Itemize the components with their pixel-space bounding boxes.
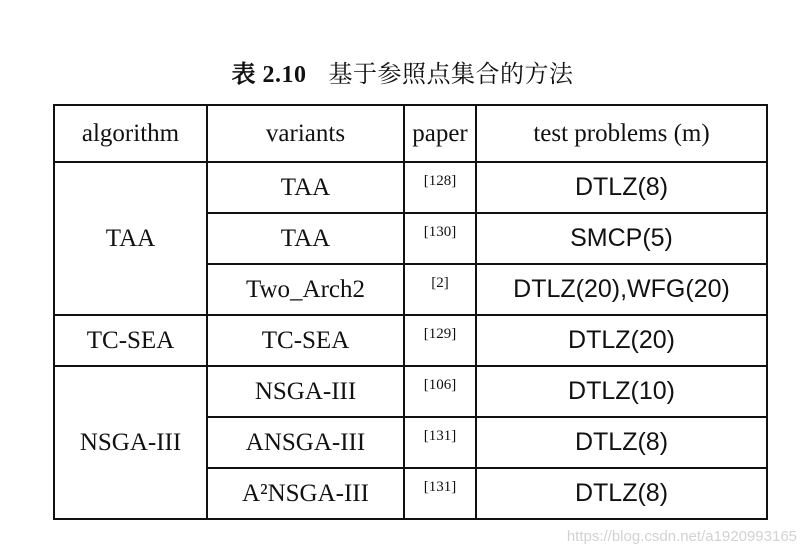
table-label: 表 2.10 — [231, 62, 307, 88]
header-test-problems: test problems (m) — [476, 105, 767, 162]
paper-cell — [404, 417, 476, 468]
table-row — [54, 162, 767, 213]
test-problems-cell: DTLZ(20) — [476, 315, 767, 366]
paper-cell — [404, 213, 476, 264]
paper-reference: [2] — [431, 274, 449, 291]
table-title: 基于参照点集合的方法 — [328, 62, 574, 88]
algorithm-cell-nsga: NSGA-III — [54, 366, 207, 519]
paper-reference: [130] — [423, 223, 457, 240]
variant-cell: TC-SEA — [207, 315, 404, 366]
variant-cell: A²NSGA-III — [207, 468, 404, 519]
paper-cell — [404, 468, 476, 519]
test-problems-cell: DTLZ(8) — [476, 468, 767, 519]
variant-cell: TAA — [207, 162, 404, 213]
variant-cell: TAA — [207, 213, 404, 264]
paper-cell — [404, 264, 476, 315]
paper-reference: [129] — [423, 325, 457, 342]
table-row — [54, 315, 767, 366]
header-variants: variants — [207, 105, 404, 162]
variant-cell: NSGA-III — [207, 366, 404, 417]
paper-cell — [404, 162, 476, 213]
header-paper: paper — [404, 105, 476, 162]
paper-reference: [128] — [423, 172, 457, 189]
variant-cell: Two_Arch2 — [207, 264, 404, 315]
table-caption — [0, 54, 805, 89]
paper-reference: [106] — [423, 376, 457, 393]
table-row — [54, 366, 767, 417]
algorithm-cell-taa: TAA — [54, 162, 207, 315]
reference-table — [53, 104, 768, 520]
test-problems-cell: DTLZ(20),WFG(20) — [476, 264, 767, 315]
test-problems-cell: DTLZ(10) — [476, 366, 767, 417]
test-problems-cell: SMCP(5) — [476, 213, 767, 264]
paper-cell — [404, 366, 476, 417]
paper-reference: [131] — [423, 427, 457, 444]
test-problems-cell: DTLZ(8) — [476, 162, 767, 213]
header-row — [54, 105, 767, 162]
algorithm-cell-tcsea: TC-SEA — [54, 315, 207, 366]
paper-cell — [404, 315, 476, 366]
watermark: https://blog.csdn.net/a1920993165 — [566, 528, 797, 545]
test-problems-cell: DTLZ(8) — [476, 417, 767, 468]
header-algorithm: algorithm — [54, 105, 207, 162]
paper-reference: [131] — [423, 478, 457, 495]
variant-cell: ANSGA-III — [207, 417, 404, 468]
